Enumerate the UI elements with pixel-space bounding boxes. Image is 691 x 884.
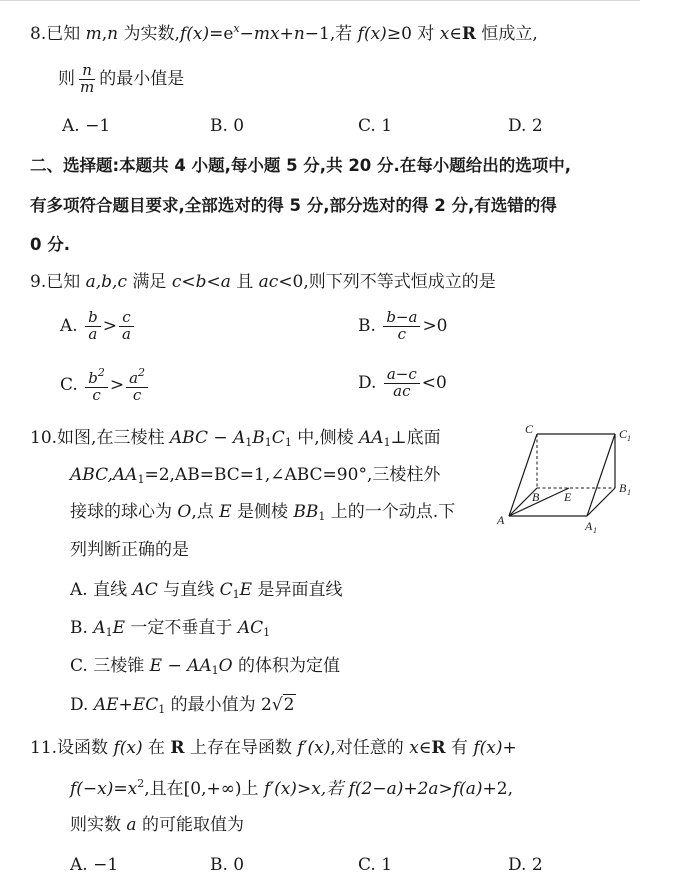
term: E bbox=[112, 618, 126, 638]
text: 满足 bbox=[127, 272, 172, 292]
term: ,AA bbox=[107, 465, 138, 485]
subscript: 1 bbox=[318, 510, 326, 523]
numerator: a−c bbox=[384, 367, 420, 384]
text: + bbox=[118, 695, 133, 715]
text: − bbox=[239, 24, 254, 44]
q8-option-b: B. 0 bbox=[210, 116, 245, 136]
label-E: E bbox=[564, 490, 572, 504]
text: =2,AB=BC=1,∠ABC=90°,三棱柱外 bbox=[144, 465, 441, 485]
text: + bbox=[502, 738, 517, 758]
text: 的体积为定值 bbox=[232, 656, 340, 676]
section-heading-line1: 二、选择题:本题共 4 小题,每小题 5 分,共 20 分.在每小题给出的选项中, bbox=[30, 156, 572, 175]
denominator: c bbox=[132, 385, 142, 404]
text: 的最小值为 2 bbox=[165, 695, 272, 715]
q8-option-c: C. 1 bbox=[358, 116, 393, 136]
q11-option-b: B. 0 bbox=[210, 855, 245, 875]
text: 且 bbox=[230, 272, 259, 292]
q9-stem bbox=[30, 272, 496, 292]
text: 为实数, bbox=[118, 24, 180, 44]
exponent: 2 bbox=[97, 366, 105, 379]
term: EC bbox=[132, 695, 159, 715]
text: +2, bbox=[482, 779, 513, 799]
function: f(x) bbox=[473, 738, 503, 758]
fraction bbox=[119, 310, 134, 343]
relation: >0 bbox=[422, 315, 448, 336]
numerator: c bbox=[119, 310, 133, 327]
text: 在 bbox=[142, 738, 171, 758]
term: O bbox=[218, 656, 233, 676]
text: ,点 bbox=[191, 502, 220, 522]
function: f(x) bbox=[357, 24, 387, 44]
exponent: 2 bbox=[138, 366, 146, 379]
condition: c<b<a bbox=[171, 272, 231, 292]
question-number: 8. bbox=[30, 24, 47, 44]
term: AC bbox=[237, 618, 264, 638]
numerator: n bbox=[79, 63, 95, 80]
q10-line4: 列判断正确的是 bbox=[70, 540, 189, 560]
subscript: 1 bbox=[264, 436, 272, 449]
term: ABC bbox=[169, 428, 208, 448]
function: f′(x) bbox=[297, 738, 331, 758]
q8-option-d: D. 2 bbox=[508, 116, 543, 136]
function: f(a) bbox=[452, 779, 483, 799]
label-C: C bbox=[525, 422, 534, 436]
section-heading-line2: 有多项符合题目要求,全部选对的得 5 分,部分选对的得 2 分,有选错的得 bbox=[30, 196, 557, 215]
relation: > bbox=[102, 315, 117, 336]
function: f(x) bbox=[179, 24, 210, 44]
denominator: c bbox=[397, 324, 407, 343]
numerator: b bbox=[85, 310, 101, 327]
text: 中,侧棱 bbox=[291, 428, 360, 448]
term: AE bbox=[93, 695, 119, 715]
subscript: 1 bbox=[383, 436, 391, 449]
label-B1: B bbox=[619, 481, 627, 495]
question-number: 11. bbox=[30, 738, 58, 758]
text: 有 bbox=[445, 738, 474, 758]
label-C1-sub: 1 bbox=[627, 434, 631, 443]
term: >x,若 bbox=[296, 779, 349, 799]
fraction bbox=[384, 367, 420, 400]
real-set: R bbox=[431, 738, 446, 758]
real-set: R bbox=[170, 738, 185, 758]
text: 是异面直线 bbox=[252, 580, 343, 600]
term: A bbox=[93, 618, 106, 638]
term: E bbox=[219, 502, 232, 522]
q8-line2 bbox=[58, 63, 184, 96]
q11-option-d: D. 2 bbox=[508, 855, 543, 875]
text: , bbox=[101, 24, 108, 44]
q10-option-b bbox=[70, 618, 270, 639]
q11-line3 bbox=[70, 815, 244, 835]
q11-option-c: C. 1 bbox=[358, 855, 393, 875]
text: 接球的球心为 bbox=[70, 502, 178, 522]
relation: > bbox=[109, 374, 125, 395]
denominator: a bbox=[121, 324, 131, 343]
q9-option-a bbox=[60, 310, 136, 343]
function: f(x) bbox=[113, 738, 143, 758]
numerator-base: a bbox=[129, 369, 139, 387]
label-C1: C bbox=[619, 427, 628, 441]
text: 的可能取值为 bbox=[136, 815, 244, 835]
q11-line2 bbox=[70, 777, 513, 799]
numerator-base: b bbox=[88, 369, 98, 387]
subscript: 1 bbox=[232, 588, 240, 601]
text: 的最小值是 bbox=[99, 68, 185, 89]
q10-option-c bbox=[70, 656, 340, 677]
term: AC bbox=[132, 580, 158, 600]
top-divider bbox=[0, 0, 640, 1]
term: C bbox=[271, 428, 285, 448]
function: f(−x) bbox=[70, 779, 114, 799]
section-heading-line3: 0 分. bbox=[30, 235, 70, 254]
q10-option-a bbox=[70, 580, 342, 601]
text: 则 bbox=[58, 68, 75, 89]
var-n: n bbox=[107, 24, 119, 44]
subscript: 1 bbox=[245, 436, 253, 449]
q10-line2 bbox=[70, 465, 440, 486]
term: +2a> bbox=[403, 779, 453, 799]
q8-line1 bbox=[30, 22, 538, 44]
var-m: m bbox=[85, 24, 102, 44]
fraction bbox=[85, 310, 101, 343]
option-label: D. bbox=[358, 372, 377, 393]
denominator: ac bbox=[393, 381, 411, 400]
edge-c1-a1 bbox=[587, 434, 615, 516]
vars: a,b,c bbox=[85, 272, 127, 292]
text: B. bbox=[70, 618, 94, 638]
text: =e bbox=[209, 24, 234, 44]
text: 上的一个动点.下 bbox=[325, 502, 456, 522]
text: 已知 bbox=[46, 24, 86, 44]
label-B: B bbox=[532, 490, 540, 504]
var-a: a bbox=[126, 815, 137, 835]
text: A. 直线 bbox=[70, 580, 133, 600]
term: O bbox=[177, 502, 192, 522]
numerator: b−a bbox=[383, 310, 420, 327]
term: C bbox=[219, 580, 233, 600]
text: ⊥底面 bbox=[390, 428, 441, 448]
subscript: 1 bbox=[263, 626, 271, 639]
text: ∈ bbox=[418, 738, 432, 758]
q9-option-b bbox=[358, 310, 448, 343]
option-label: B. bbox=[358, 315, 376, 336]
label-A1-sub: 1 bbox=[593, 526, 597, 535]
term: − A bbox=[207, 428, 246, 448]
function: f(2−a) bbox=[348, 779, 404, 799]
text: 是侧棱 bbox=[231, 502, 294, 522]
exponent: 2 bbox=[137, 777, 145, 790]
text: ∈ bbox=[449, 24, 462, 44]
subscript: 1 bbox=[105, 626, 113, 639]
text: 上存在导函数 bbox=[184, 738, 298, 758]
text: −1,若 bbox=[304, 24, 358, 44]
numerator bbox=[85, 367, 108, 388]
text: C. 三棱锥 bbox=[70, 656, 150, 676]
relation: <0 bbox=[421, 372, 447, 393]
term: =x bbox=[113, 779, 138, 799]
fraction bbox=[383, 310, 420, 343]
option-label: A. bbox=[60, 315, 78, 336]
radicand: 2 bbox=[283, 695, 295, 715]
fraction bbox=[85, 367, 108, 404]
text: 与直线 bbox=[157, 580, 220, 600]
term: +n bbox=[279, 24, 305, 44]
fraction bbox=[77, 63, 97, 96]
var-x: x bbox=[409, 738, 419, 758]
text: 则实数 bbox=[70, 815, 127, 835]
fraction bbox=[126, 367, 148, 404]
function: f′(x) bbox=[263, 779, 297, 799]
sqrt: √2 bbox=[271, 695, 295, 715]
term: ABC bbox=[70, 465, 108, 485]
subscript: 1 bbox=[211, 664, 219, 677]
term: ac bbox=[258, 272, 279, 292]
numerator bbox=[126, 367, 148, 388]
term: BB bbox=[293, 502, 319, 522]
q9-option-d bbox=[358, 367, 447, 400]
q10-option-d bbox=[70, 695, 296, 716]
term: AA bbox=[359, 428, 384, 448]
text: 恒成立, bbox=[476, 24, 538, 44]
label-A: A bbox=[497, 513, 505, 527]
q9-option-c bbox=[60, 367, 150, 404]
var-x: x bbox=[439, 24, 450, 44]
text: 设函数 bbox=[57, 738, 114, 758]
q10-line1 bbox=[30, 428, 441, 449]
text: ,对任意的 bbox=[330, 738, 410, 758]
q8-option-a: A. −1 bbox=[62, 116, 111, 136]
term: mx bbox=[253, 24, 280, 44]
denominator: m bbox=[80, 77, 95, 96]
text: 如图,在三棱柱 bbox=[57, 428, 170, 448]
subscript: 1 bbox=[284, 436, 292, 449]
option-label: C. bbox=[60, 374, 78, 395]
q11-line1 bbox=[30, 738, 517, 758]
term: E − AA bbox=[149, 656, 212, 676]
prism-figure bbox=[495, 420, 645, 540]
q10-line3 bbox=[70, 502, 455, 523]
text: 已知 bbox=[46, 272, 86, 292]
label-A1: A bbox=[585, 519, 593, 533]
q11-option-a: A. −1 bbox=[70, 855, 119, 875]
text: 一定不垂直于 bbox=[125, 618, 238, 638]
subscript: 1 bbox=[137, 473, 145, 486]
real-set: R bbox=[461, 24, 477, 44]
question-number: 9. bbox=[30, 272, 47, 292]
question-number: 10. bbox=[30, 428, 58, 448]
subscript: 1 bbox=[158, 703, 166, 716]
text: <0,则下列不等式恒成立的是 bbox=[278, 272, 496, 292]
term: E bbox=[239, 580, 253, 600]
term: B bbox=[252, 428, 265, 448]
exponent: x bbox=[233, 22, 240, 35]
denominator: c bbox=[92, 385, 101, 404]
text: ,且在[0,+∞)上 bbox=[144, 779, 264, 799]
label-B1-sub: 1 bbox=[627, 488, 631, 497]
denominator: a bbox=[88, 324, 98, 343]
text: D. bbox=[70, 695, 94, 715]
text: ≥0 对 bbox=[386, 24, 440, 44]
